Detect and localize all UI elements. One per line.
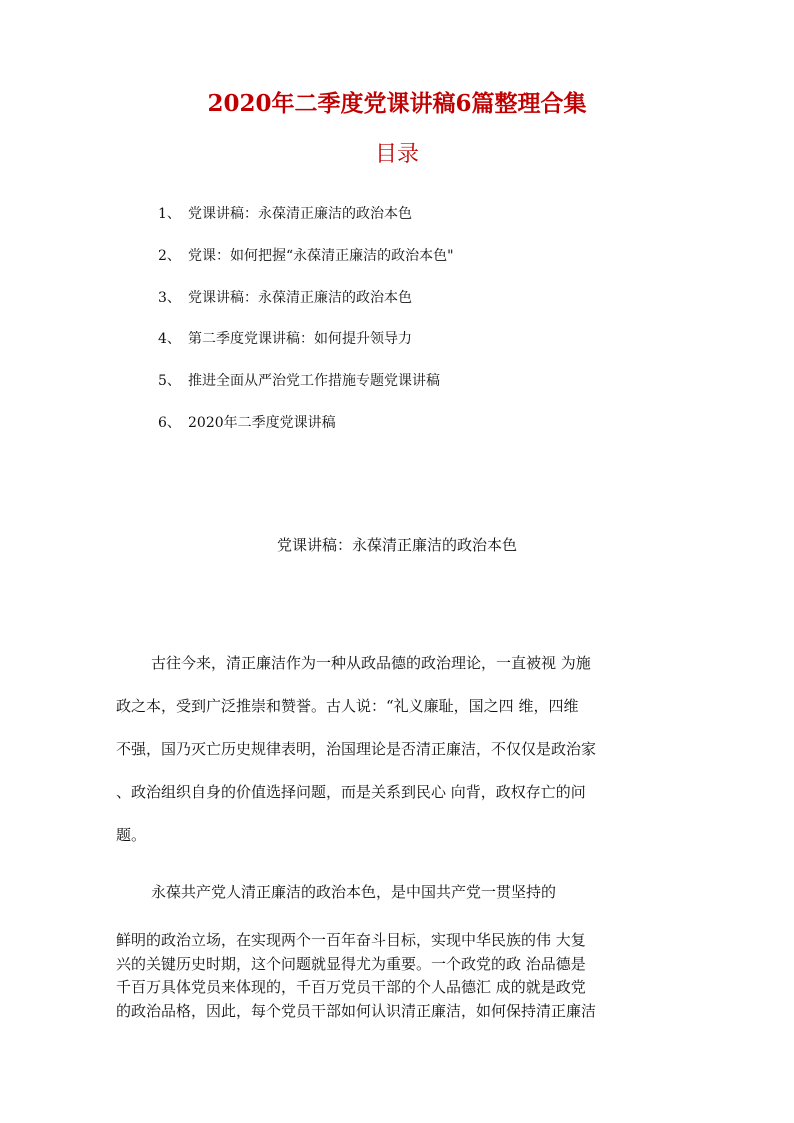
toc-item-text: 党课讲稿：永葆清正廉洁的政治本色 <box>188 206 412 222</box>
toc-item-text: 2020年二季度党课讲稿 <box>188 414 336 431</box>
toc-item-text: 第二季度党课讲稿：如何提升领导力 <box>188 331 412 348</box>
body-paragraph-2 <box>116 929 676 1023</box>
paragraph-line: 、政治组织自身的价值选择问题，而是关系到民心 向背，政权存亡的问 <box>116 783 586 801</box>
paragraph-line: 题。 <box>116 826 147 844</box>
body-paragraph-1 <box>116 648 676 863</box>
document-title: 2020年二季度党课讲稿6篇整理合集 <box>207 90 587 117</box>
paragraph-line: 不强，国乃灭亡历史规律表明，治国理论是否清正廉洁，不仅仅是政治家 <box>116 740 597 758</box>
toc-item-text: 党课：如何把握“永葆清正廉洁的政治本色" <box>188 247 454 264</box>
toc-item-text: 推进全面从严治党工作措施专题党课讲稿 <box>188 373 440 390</box>
paragraph-line: 古往今来，清正廉洁作为一种从政品德的政治理论，一直被视 为施 <box>151 654 591 672</box>
paragraph-line: 政之本，受到广泛推崇和赞誉。古人说：“礼义廉耻，国之四 维，四维 <box>116 697 579 715</box>
toc-item-number: 2、 <box>158 247 181 264</box>
toc-item-number: 4、 <box>158 331 181 348</box>
section-title: 党课讲稿：永葆清正廉洁的政治本色 <box>276 536 517 554</box>
table-of-contents <box>158 200 454 451</box>
toc-item-number: 1、 <box>158 206 181 222</box>
toc-item[interactable] <box>158 242 454 284</box>
toc-item-text: 党课讲稿：永葆清正廉洁的政治本色 <box>188 289 412 306</box>
toc-item-number: 6、 <box>158 414 181 431</box>
paragraph-line: 鲜明的政治立场，在实现两个一百年奋斗目标，实现中华民族的伟 大复 <box>116 931 586 949</box>
toc-item[interactable] <box>158 325 454 367</box>
toc-item[interactable] <box>158 200 454 242</box>
paragraph-line: 千百万具体党员来体现的，千百万党员干部的个人品德汇 成的就是政党 <box>116 978 586 996</box>
toc-item[interactable] <box>158 284 454 326</box>
toc-item[interactable] <box>158 409 454 451</box>
body-paragraph-2-first-line: 永葆共产党人清正廉洁的政治本色，是中国共产党一贯坚持的 <box>151 883 557 901</box>
paragraph-line: 的政治品格，因此，每个党员干部如何认识清正廉洁，如何保持清正廉洁 <box>116 1001 597 1020</box>
toc-heading: 目录 <box>374 142 419 167</box>
toc-item-number: 5、 <box>158 373 181 390</box>
toc-item[interactable] <box>158 367 454 409</box>
toc-item-number: 3、 <box>158 289 181 306</box>
paragraph-line: 兴的关键历史时期，这个问题就显得尤为重要。一个政党的政 治品德是 <box>116 954 586 973</box>
